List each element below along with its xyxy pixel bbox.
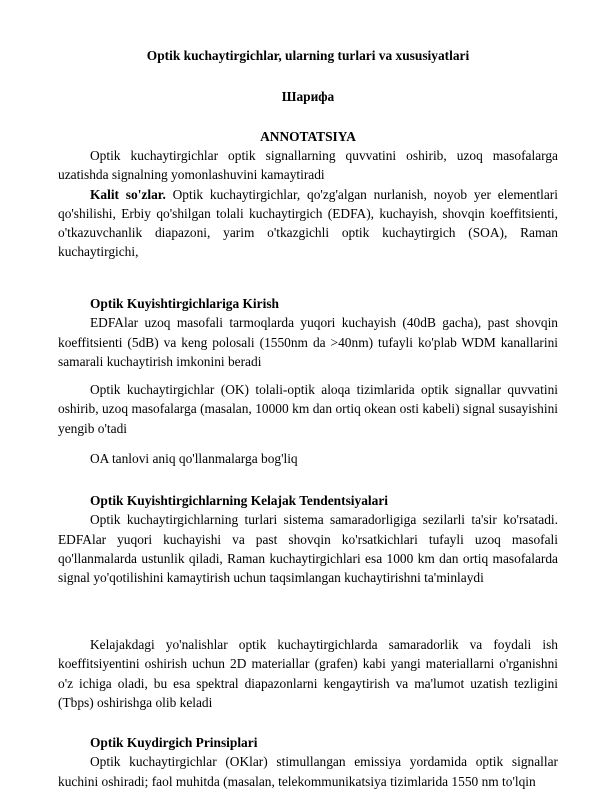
annotation-block	[58, 146, 558, 262]
section-paragraph: Kelajakdagi yo'nalishlar optik kuchaytirgichlarda samaradorlik va foydali ish koeffitsiyentini oshirish uchun 2D materiallar (grafen) kabi yangi materiallarni o'rganishni o'z ichiga oladi, bu esa spektral diapazonlarni kengaytirish va ma'lumot uzatish tezligini (Tbps) oshirishga olib keladi	[58, 637, 558, 710]
keywords-text: Optik kuchaytirgichlar, qo'zg'algan nurlanish, noyob yer elementlari qo'shilishi, Erbiy qo'shilgan tolali kuchaytirgich (EDFA), kuchayish, shovqin koeffitsienti, o'tkazuvchanlik diapazoni, yarim o'tkazgichli optik kuchaytirgich (SOA), Raman kuchaytirgichi,	[58, 186, 558, 260]
section-introduction-cont2	[58, 449, 558, 468]
section-heading: Optik Kuyishtirgichlariga Kirish	[90, 296, 279, 311]
section-future-trends-cont	[58, 635, 558, 712]
section-future-trends	[58, 491, 558, 587]
section-introduction-cont	[58, 380, 558, 438]
annotation-heading: ANNOTATSIYA	[260, 129, 356, 144]
section-heading: Optik Kuyishtirgichlarning Kelajak Tendentsiyalari	[90, 493, 388, 508]
keywords-label: Kalit so'zlar.	[90, 186, 166, 202]
keywords-paragraph	[58, 185, 558, 262]
section-paragraph: Optik kuchaytirgichlarning turlari sistema samaradorligiga sezilarli ta'sir ko'rsatadi. EDFAlar yuqori kuchayishi va past shovqin ko'rsatkichlari tufayli uzoq masofali qo'llanmalarda ustunlik qiladi, Raman kuchaytirgichlari esa 1000 km dan ortiq masofalarda signal yo'qotilishini kamaytirish uchun taqsimlangan kuchaytirishni ta'minlaydi	[58, 512, 558, 586]
section-paragraph: Optik kuchaytirgichlar (OK) tolali-optik aloqa tizimlarida optik signallar quvvatini oshirib, uzoq masofalarga (masalan, 10000 km dan ortiq okean osti kabeli) signal susayishini yengib o'tadi	[58, 382, 558, 436]
paper-title: Optik kuchaytirgichlar, ularning turlari va xususiyatlari	[146, 48, 470, 63]
section-heading: Optik Kuydirgich Prinsiplari	[90, 735, 258, 750]
section-principles	[58, 733, 558, 791]
section-paragraph: EDFAlar uzoq masofali tarmoqlarda yuqori kuchayish (40dB gacha), past shovqin koeffitsienti (5dB) va keng polosali (1550nm da >40nm) tufayli ko'plab WDM kanallarini samarali kuchaytirish imkonini beradi	[58, 315, 558, 369]
section-introduction	[58, 294, 558, 371]
author-name: Шарифа	[281, 89, 335, 104]
section-paragraph: Optik kuchaytirgichlar (OKlar) stimullangan emissiya yordamida optik signallar kuchini oshiradi; faol muhitda (masalan, telekommunikatsiya tizimlarida 1550 nm to'lqin	[58, 754, 558, 789]
section-paragraph: OA tanlovi aniq qo'llanmalarga bog'liq	[90, 451, 298, 466]
annotation-text: Optik kuchaytirgichlar optik signallarning quvvatini oshirib, uzoq masofalarga uzatishda signalning yomonlashuvini kamaytiradi	[58, 148, 558, 183]
